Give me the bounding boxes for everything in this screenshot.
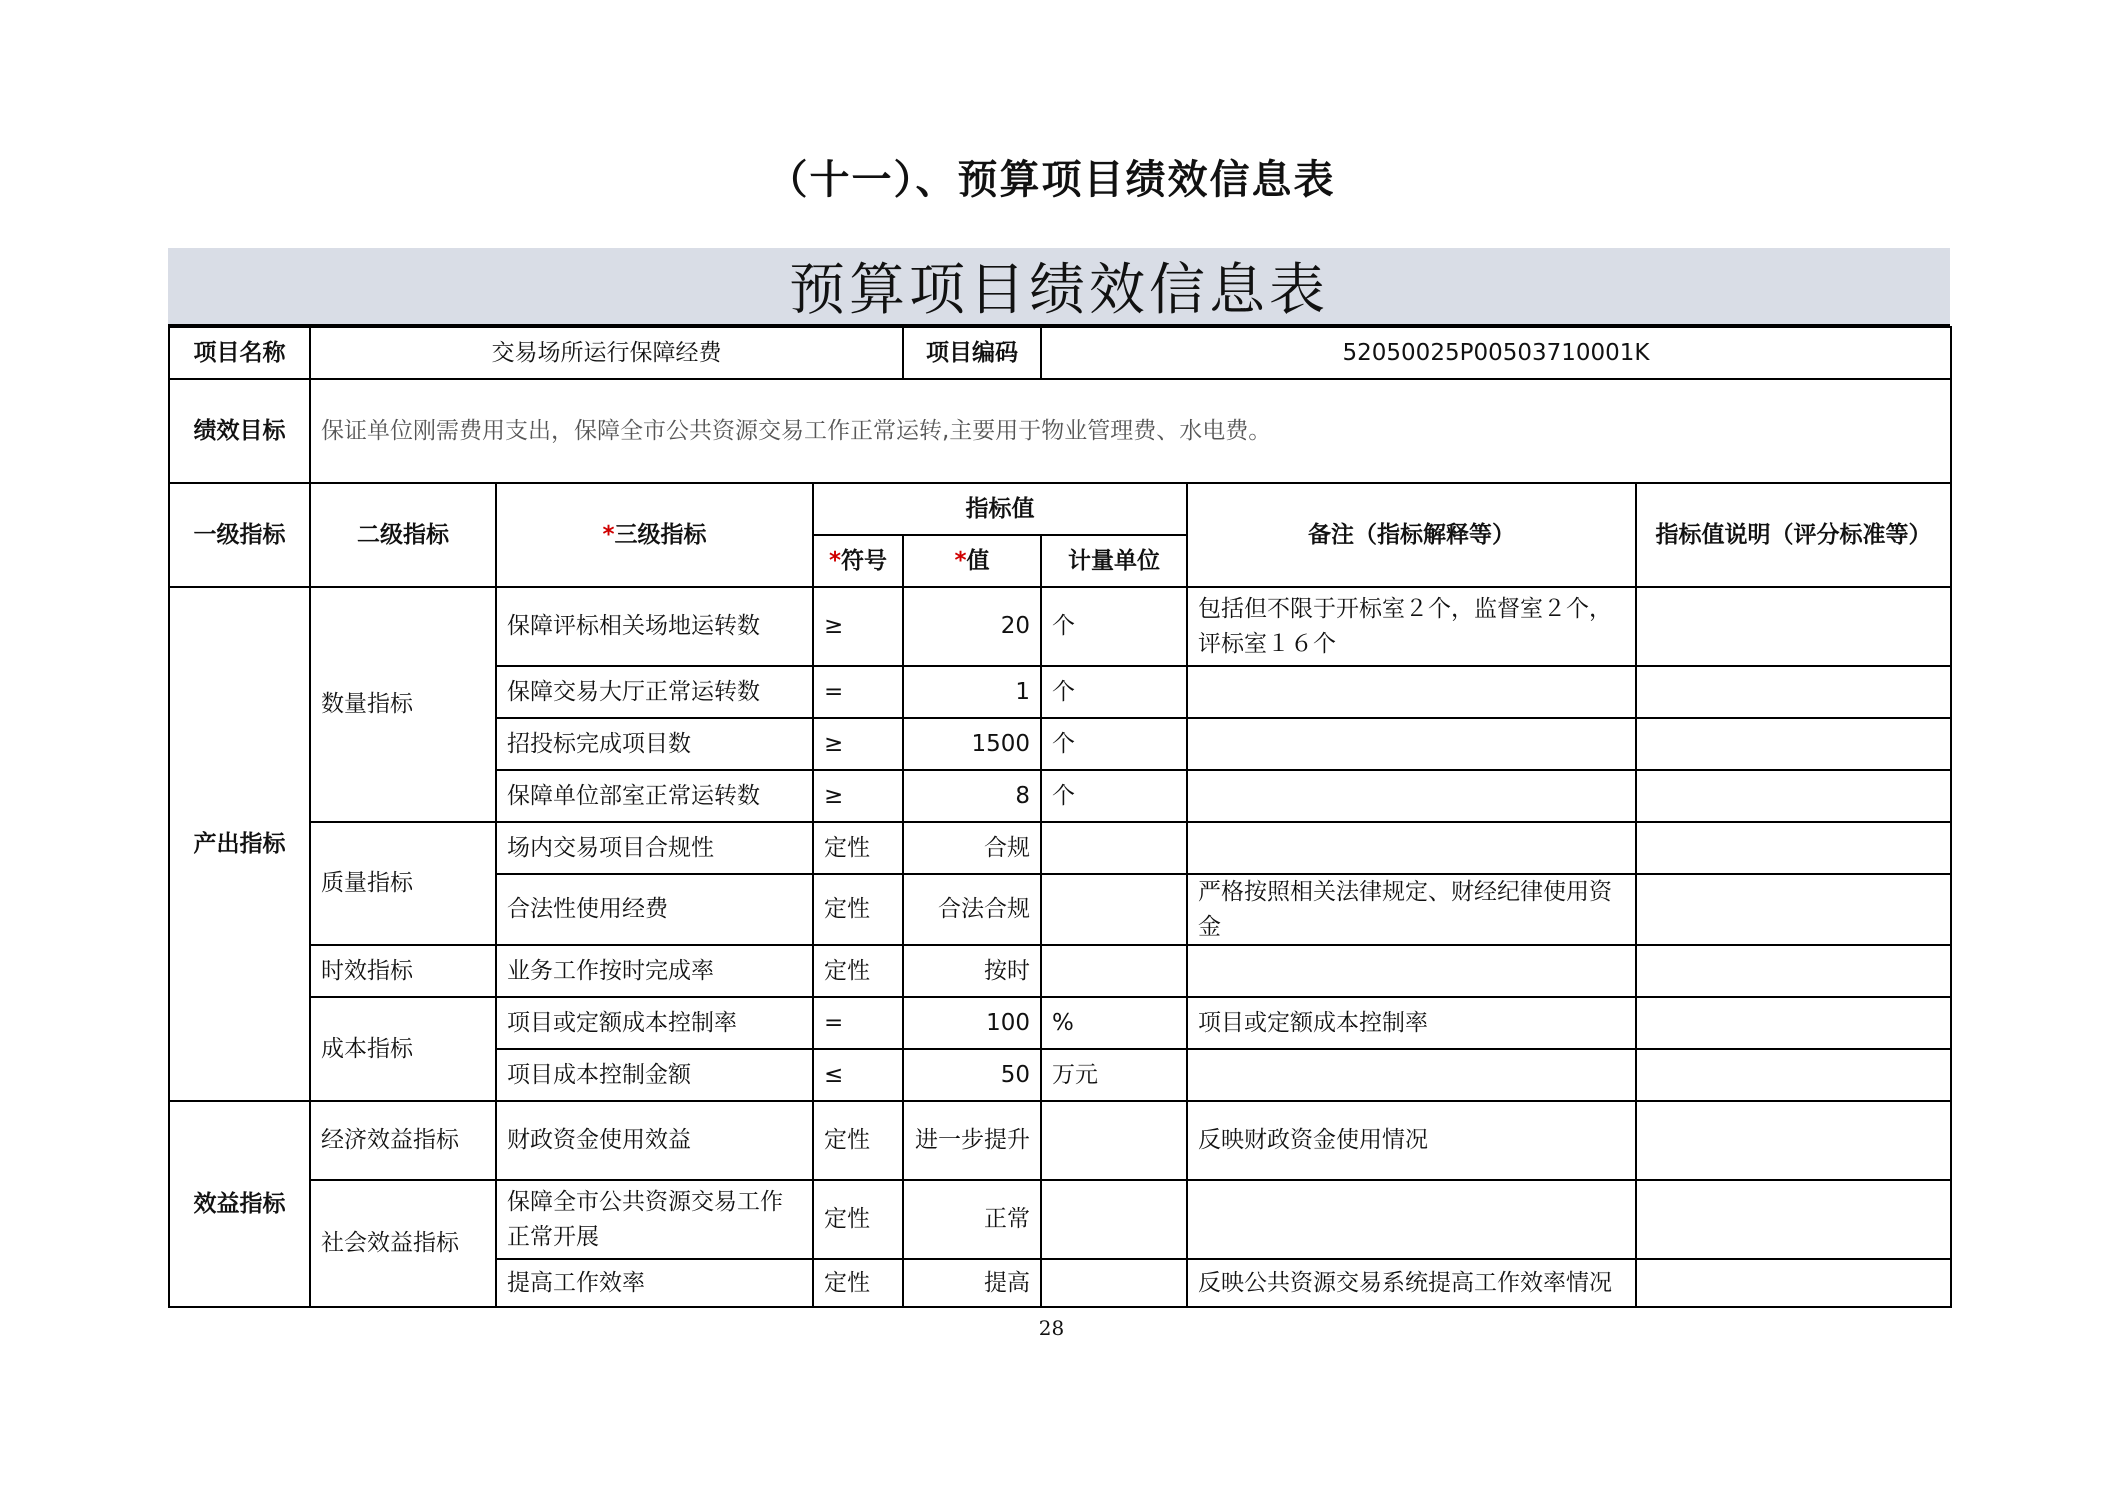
indicator-symbol: = (813, 666, 903, 718)
indicator-remark: 反映公共资源交易系统提高工作效率情况 (1187, 1259, 1636, 1307)
group-timeliness: 时效指标 (310, 945, 496, 997)
header-level1: 一级指标 (169, 483, 310, 587)
required-star: * (954, 547, 967, 574)
group-economic: 经济效益指标 (310, 1101, 496, 1180)
page-number: 28 (1038, 1316, 1065, 1340)
project-name-label: 项目名称 (169, 327, 310, 379)
page-title: （十一）、预算项目绩效信息表 (767, 156, 1336, 203)
project-code-label: 项目编码 (903, 327, 1041, 379)
indicator-value: 合规 (903, 822, 1041, 874)
indicator-remark: 包括但不限于开标室２个，监督室２个，评标室１６个 (1187, 587, 1636, 666)
table-row (169, 1180, 1951, 1259)
header-value-cell (903, 535, 1041, 587)
indicator-remark (1187, 718, 1636, 770)
table-row (169, 945, 1951, 997)
project-name-row (169, 327, 1951, 379)
indicator-symbol: ≥ (813, 718, 903, 770)
performance-sheet (168, 248, 1950, 1308)
table-row (169, 822, 1951, 874)
header-level3: 三级指标 (614, 521, 707, 548)
indicator-value: 1500 (903, 718, 1041, 770)
indicator-remark: 项目或定额成本控制率 (1187, 997, 1636, 1049)
required-star: * (828, 547, 842, 574)
indicator-note (1636, 1180, 1951, 1259)
indicator-symbol: = (813, 997, 903, 1049)
group-benefit: 效益指标 (169, 1101, 310, 1307)
header-symbol-cell (813, 535, 903, 587)
indicator-value: 1 (903, 666, 1041, 718)
indicator-note (1636, 874, 1951, 945)
indicator-name: 提高工作效率 (496, 1259, 813, 1307)
indicator-unit: % (1041, 997, 1187, 1049)
indicator-value: 20 (903, 587, 1041, 666)
indicator-value: 合法合规 (903, 874, 1041, 945)
indicator-note (1636, 997, 1951, 1049)
group-social: 社会效益指标 (310, 1180, 496, 1307)
indicator-name: 财政资金使用效益 (496, 1101, 813, 1180)
indicator-name: 场内交易项目合规性 (496, 822, 813, 874)
indicator-name: 业务工作按时完成率 (496, 945, 813, 997)
required-star: * (602, 521, 615, 548)
project-name-value: 交易场所运行保障经费 (310, 327, 903, 379)
indicator-remark (1187, 1180, 1636, 1259)
indicator-value: 8 (903, 770, 1041, 822)
indicator-note (1636, 1259, 1951, 1307)
header-unit: 计量单位 (1041, 535, 1187, 587)
table-title: 预算项目绩效信息表 (168, 248, 1950, 326)
indicator-value: 进一步提升 (903, 1101, 1041, 1180)
indicator-note (1636, 945, 1951, 997)
indicator-note (1636, 666, 1951, 718)
indicator-note (1636, 1101, 1951, 1180)
indicator-name: 招投标完成项目数 (496, 718, 813, 770)
indicator-unit: 个 (1041, 587, 1187, 666)
indicator-remark (1187, 666, 1636, 718)
indicator-name: 项目成本控制金额 (496, 1049, 813, 1101)
indicator-unit: 个 (1041, 666, 1187, 718)
indicator-unit (1041, 945, 1187, 997)
indicator-remark (1187, 1049, 1636, 1101)
indicator-unit: 个 (1041, 770, 1187, 822)
header-index-value: 指标值 (813, 483, 1187, 535)
indicator-value: 提高 (903, 1259, 1041, 1307)
indicator-unit (1041, 1180, 1187, 1259)
table-row (169, 587, 1951, 666)
indicator-note (1636, 822, 1951, 874)
goal-label: 绩效目标 (169, 379, 310, 483)
indicator-remark (1187, 770, 1636, 822)
group-quantity: 数量指标 (310, 587, 496, 822)
header-remark: 备注（指标解释等） (1187, 483, 1636, 587)
indicator-unit (1041, 874, 1187, 945)
indicator-note (1636, 770, 1951, 822)
indicator-unit (1041, 822, 1187, 874)
indicator-symbol: 定性 (813, 1180, 903, 1259)
header-note: 指标值说明（评分标准等） (1636, 483, 1951, 587)
indicator-unit: 万元 (1041, 1049, 1187, 1101)
table-row (169, 997, 1951, 1049)
indicator-note (1636, 587, 1951, 666)
indicator-value: 正常 (903, 1180, 1041, 1259)
indicator-remark (1187, 945, 1636, 997)
header-symbol: 符号 (841, 547, 888, 574)
indicator-value: 100 (903, 997, 1041, 1049)
table-row (169, 1101, 1951, 1180)
group-output: 产出指标 (169, 587, 310, 1101)
group-cost: 成本指标 (310, 997, 496, 1101)
indicator-value: 50 (903, 1049, 1041, 1101)
indicator-remark (1187, 822, 1636, 874)
indicator-symbol: 定性 (813, 822, 903, 874)
indicator-symbol: 定性 (813, 874, 903, 945)
indicator-remark: 反映财政资金使用情况 (1187, 1101, 1636, 1180)
performance-table (168, 326, 1952, 1308)
indicator-name: 保障交易大厅正常运转数 (496, 666, 813, 718)
header-level3-cell (496, 483, 813, 587)
indicator-symbol: ≤ (813, 1049, 903, 1101)
indicator-name: 保障评标相关场地运转数 (496, 587, 813, 666)
indicator-symbol: 定性 (813, 945, 903, 997)
group-quality: 质量指标 (310, 822, 496, 945)
header-value: 值 (966, 547, 990, 574)
indicator-name: 合法性使用经费 (496, 874, 813, 945)
indicator-name: 项目或定额成本控制率 (496, 997, 813, 1049)
indicator-symbol: ≥ (813, 770, 903, 822)
indicator-symbol: 定性 (813, 1259, 903, 1307)
indicator-name: 保障单位部室正常运转数 (496, 770, 813, 822)
indicator-remark: 严格按照相关法律规定、财经纪律使用资金 (1187, 874, 1636, 945)
project-code-value: 52050025P00503710001K (1041, 327, 1951, 379)
indicator-unit (1041, 1101, 1187, 1180)
indicator-note (1636, 718, 1951, 770)
indicator-value: 按时 (903, 945, 1041, 997)
indicator-unit: 个 (1041, 718, 1187, 770)
indicator-symbol: ≥ (813, 587, 903, 666)
header-row (169, 483, 1951, 535)
goal-value: 保证单位刚需费用支出，保障全市公共资源交易工作正常运转,主要用于物业管理费、水电费。 (310, 379, 1951, 483)
indicator-symbol: 定性 (813, 1101, 903, 1180)
header-level2: 二级指标 (310, 483, 496, 587)
indicator-unit (1041, 1259, 1187, 1307)
indicator-note (1636, 1049, 1951, 1101)
goal-row (169, 379, 1951, 483)
indicator-name: 保障全市公共资源交易工作正常开展 (496, 1180, 813, 1259)
